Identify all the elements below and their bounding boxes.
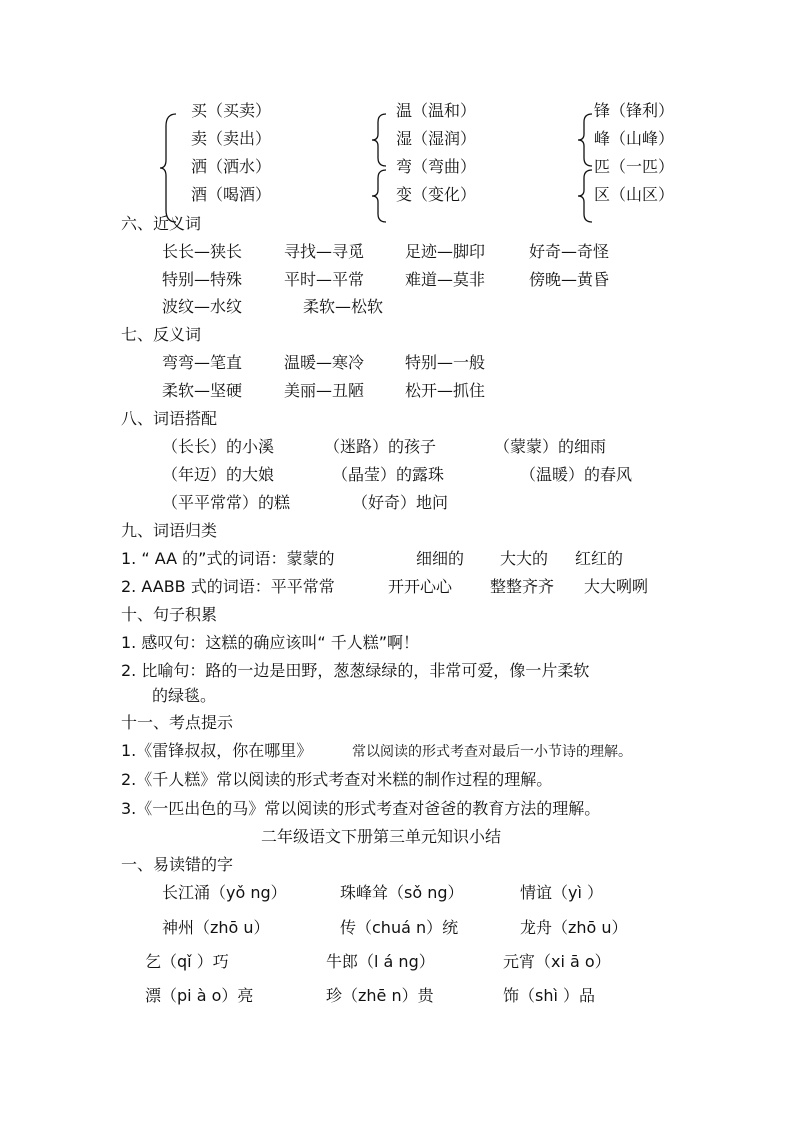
group1-word: 洒（洒水）	[191, 157, 272, 176]
collocation: （迷路）的孩子	[324, 437, 437, 456]
exam-tip-1-title: 1.《雷锋叔叔，你在哪里》	[121, 741, 313, 760]
antonym-pair: 温暖—寒冷	[284, 353, 365, 372]
section-heading-antonyms: 七、反义词	[121, 325, 202, 344]
pinyin-item: 牛郎（l á ng）	[326, 952, 435, 971]
synonym-pair: 柔软—松软	[303, 297, 384, 316]
synonym-pair: 傍晚—黄昏	[529, 270, 610, 289]
pinyin-item: 珍（zhē n）贵	[326, 986, 434, 1005]
category-word: 开开心心	[388, 577, 453, 596]
synonym-pair: 难道—莫非	[405, 270, 486, 289]
sentence-metaphor-continued: 的绿毯。	[152, 686, 217, 705]
exam-tip-2: 2.《千人糕》常以阅读的形式考查对米糕的制作过程的理解。	[121, 770, 553, 789]
synonym-pair: 平时—平常	[284, 270, 365, 289]
brace-group-2b	[370, 168, 390, 224]
group2-word: 弯（弯曲）	[396, 157, 477, 176]
section-heading-collocations: 八、词语搭配	[121, 409, 218, 428]
pinyin-item: 饰（shì ）品	[503, 986, 596, 1005]
collocation: （温暖）的春风	[520, 465, 633, 484]
collocation: （好奇）地问	[352, 493, 449, 512]
brace-group-2a	[370, 112, 390, 168]
collocation: （蒙蒙）的细雨	[494, 437, 607, 456]
group3-word: 区（山区）	[594, 185, 675, 204]
exam-tip-3: 3.《一匹出色的马》常以阅读的形式考查对爸爸的教育方法的理解。	[121, 799, 601, 818]
section-heading-exam-tips: 十一、考点提示	[121, 713, 234, 732]
pinyin-item: 珠峰耸（sǒ ng）	[340, 883, 464, 902]
synonym-pair: 长长—狭长	[162, 242, 243, 261]
collocation: （长长）的小溪	[162, 437, 275, 456]
pinyin-item: 长江涌（yǒ ng）	[162, 883, 287, 902]
category-line-1: 1. “ AA 的”式的词语：蒙蒙的	[121, 549, 335, 568]
category-word: 大大咧咧	[584, 577, 649, 596]
pinyin-item: 情谊（yì ）	[520, 883, 604, 902]
synonym-pair: 好奇—奇怪	[529, 242, 610, 261]
collocation: （平平常常）的糕	[162, 493, 291, 512]
group2-word: 变（变化）	[396, 185, 477, 204]
synonym-pair: 足迹—脚印	[405, 242, 486, 261]
unit3-title: 二年级语文下册第三单元知识小结	[261, 827, 502, 846]
synonym-pair: 寻找—寻觅	[284, 242, 365, 261]
brace-group-3b	[576, 168, 596, 224]
antonym-pair: 松开—抓住	[405, 381, 486, 400]
pinyin-item: 龙舟（zhō u）	[520, 918, 628, 937]
synonym-pair: 波纹—水纹	[162, 297, 243, 316]
category-word: 整整齐齐	[490, 577, 555, 596]
category-line-2: 2. AABB 式的词语：平平常常	[121, 577, 335, 596]
sentence-metaphor: 2. 比喻句：路的一边是田野，葱葱绿绿的，非常可爱，像一片柔软	[121, 661, 590, 680]
pinyin-item: 漂（pi à o）亮	[145, 986, 254, 1005]
group1-word: 卖（卖出）	[191, 129, 272, 148]
pinyin-item: 元宵（xi ā o）	[503, 952, 611, 971]
group3-word: 峰（山峰）	[594, 129, 675, 148]
pinyin-item: 传（chuá n）统	[340, 918, 459, 937]
antonym-pair: 特别—一般	[405, 353, 486, 372]
antonym-pair: 弯弯—笔直	[162, 353, 243, 372]
section-heading-synonyms: 六、近义词	[121, 214, 202, 233]
group3-word: 匹（一匹）	[594, 157, 675, 176]
pinyin-item: 神州（zhō u）	[162, 918, 270, 937]
synonym-pair: 特别—特殊	[162, 270, 243, 289]
category-word: 细细的	[416, 549, 465, 568]
category-word: 红红的	[575, 549, 624, 568]
collocation: （年迈）的大娘	[162, 465, 275, 484]
section-heading-sentences: 十、句子积累	[121, 605, 218, 624]
group1-word: 酒（喝酒）	[191, 185, 272, 204]
brace-group-3a	[576, 112, 596, 168]
section-heading-misread-characters: 一、易读错的字	[121, 855, 234, 874]
section-heading-word-categories: 九、词语归类	[121, 521, 218, 540]
pinyin-item: 乞（qǐ ）巧	[145, 952, 229, 971]
group2-word: 湿（湿润）	[396, 129, 477, 148]
antonym-pair: 柔软—坚硬	[162, 381, 243, 400]
group1-word: 买（买卖）	[191, 101, 272, 120]
exam-tip-1-text: 常以阅读的形式考查对最后一小节诗的理解。	[352, 744, 632, 760]
group2-word: 温（温和）	[396, 101, 477, 120]
category-word: 大大的	[500, 549, 549, 568]
sentence-exclamation: 1. 感叹句：这糕的确应该叫“ 千人糕”啊！	[121, 633, 420, 652]
antonym-pair: 美丽—丑陋	[284, 381, 365, 400]
brace-group-1	[158, 112, 180, 224]
collocation: （晶莹）的露珠	[332, 465, 445, 484]
group3-word: 锋（锋利）	[594, 101, 675, 120]
